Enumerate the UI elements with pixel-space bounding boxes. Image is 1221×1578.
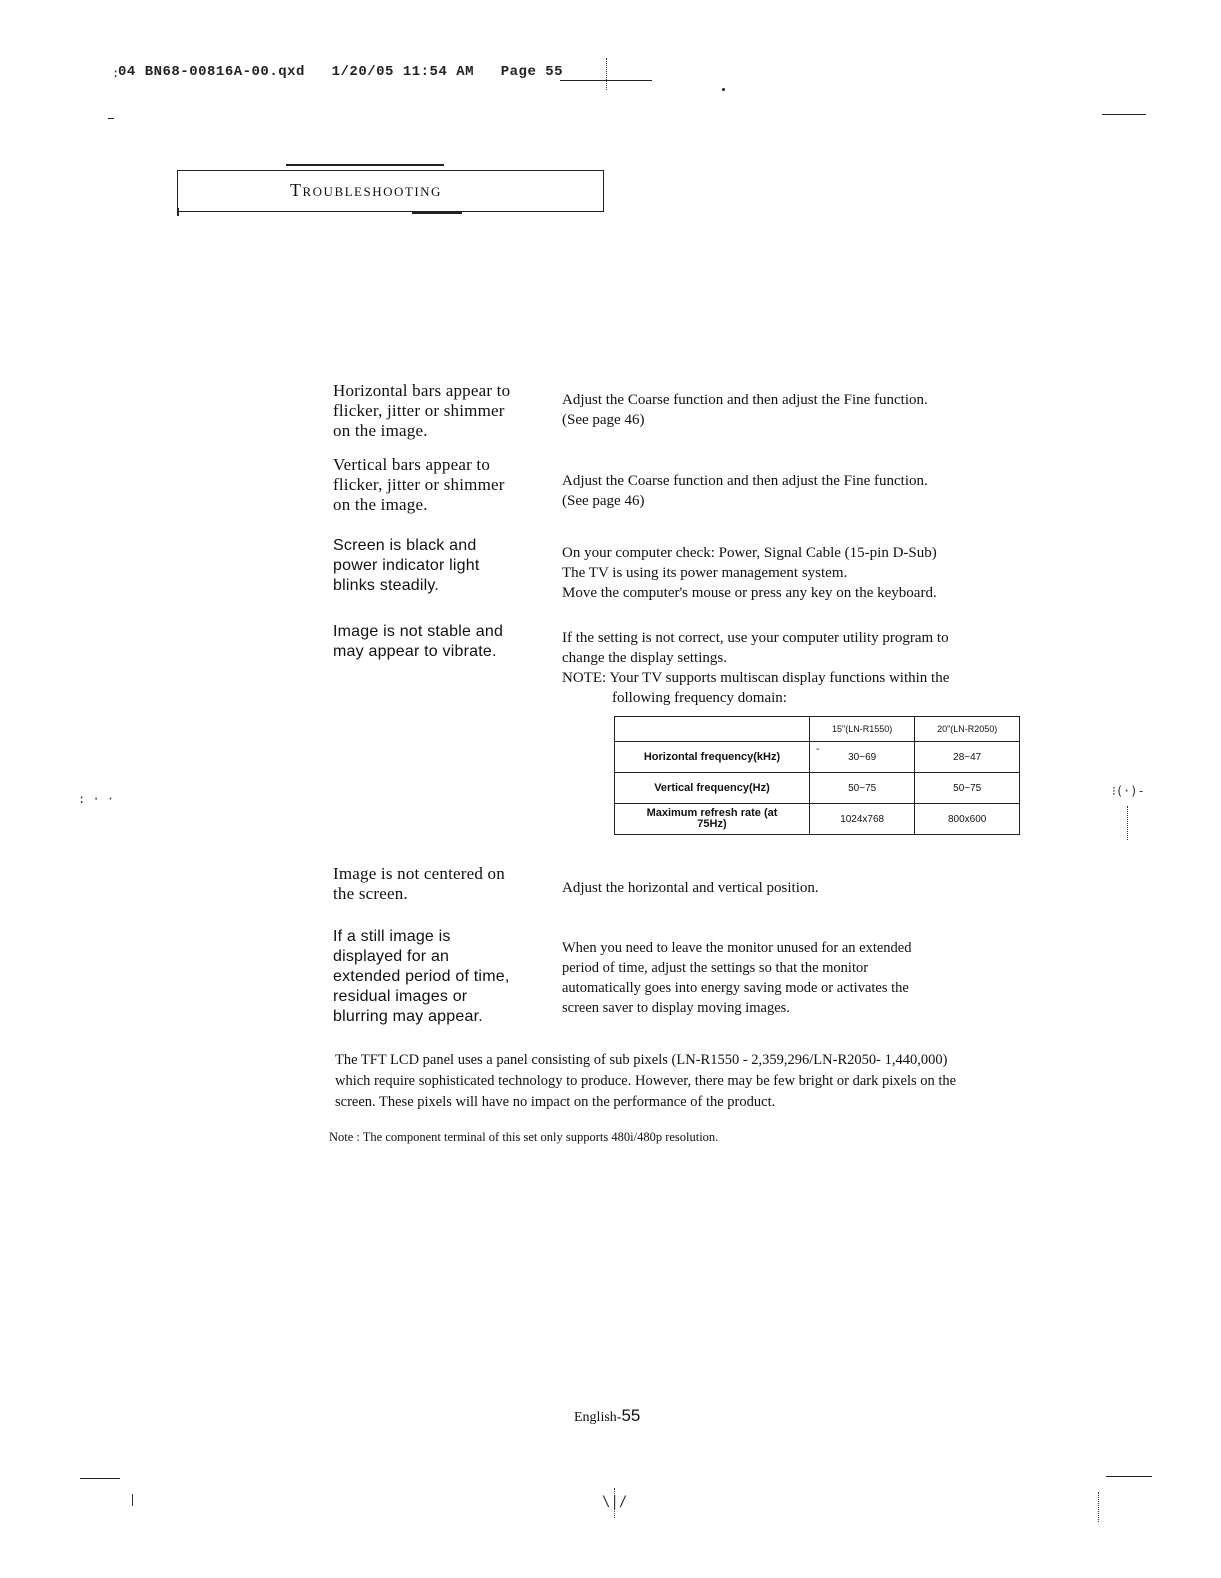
- table-cell-value: 30~69: [848, 751, 877, 763]
- header-bottom-rule: [412, 212, 462, 214]
- solution-line: Move the computer's mouse or press any key on the keyboard.: [562, 585, 937, 601]
- table-row: [615, 773, 1020, 804]
- problem-line: Image is not centered on: [333, 864, 505, 883]
- table-row-label: Horizontal frequency(kHz): [615, 742, 810, 773]
- problem-line: Horizontal bars appear to: [333, 381, 511, 400]
- solution-line: (See page 46): [562, 412, 645, 428]
- solution-line: When you need to leave the monitor unused for an extended: [562, 940, 912, 956]
- table-row-label: Maximum refresh rate (at 75Hz): [615, 804, 810, 835]
- page-number: [574, 1406, 640, 1426]
- note-line: which require sophisticated technology to produce. However, there may be few bright or dark pixels on the: [335, 1073, 957, 1089]
- solution-line: (See page 46): [562, 493, 645, 509]
- crop-mark-bottom-right: [1106, 1476, 1152, 1477]
- print-slug: 04 BN68-00816A-00.qxd 1/20/05 11:54 AM Page 55: [118, 64, 564, 80]
- page-number-value: 55: [621, 1406, 641, 1425]
- solution-line: Adjust the Coarse function and then adjust the Fine function.: [562, 473, 928, 489]
- problem-not-centered: [333, 864, 533, 904]
- crop-mark-top-right: [1102, 114, 1146, 115]
- registration-mark-right: ⁝(·)-: [1112, 784, 1145, 798]
- header-left-stub: [177, 208, 179, 216]
- crop-tick-bottom-right: [1098, 1492, 1100, 1522]
- problem-image-unstable: [333, 622, 533, 662]
- solution-horizontal-bars: [562, 390, 1022, 430]
- solution-line: screen saver to display moving images.: [562, 1000, 790, 1016]
- problem-line: displayed for an: [333, 948, 450, 965]
- table-row-label: Vertical frequency(Hz): [615, 773, 810, 804]
- table-column-header: 15"(LN-R1550): [809, 717, 914, 742]
- problem-line: on the image.: [333, 495, 428, 514]
- problem-line: blinks steadily.: [333, 577, 440, 594]
- registration-mark-bottom: \|/: [602, 1494, 628, 1510]
- table-cell-marker: -: [815, 744, 820, 755]
- tft-lcd-note: [335, 1050, 1055, 1113]
- solution-line: automatically goes into energy saving mode or activates the: [562, 980, 909, 996]
- solution-line: On your computer check: Power, Signal Cable (15-pin D-Sub): [562, 545, 937, 561]
- problem-line: flicker, jitter or shimmer: [333, 475, 505, 494]
- solution-note-line: NOTE: Your TV supports multiscan display functions within the: [562, 670, 950, 686]
- problem-line: extended period of time,: [333, 968, 510, 985]
- frequency-table: [614, 716, 1020, 835]
- problem-line: power indicator light: [333, 557, 480, 574]
- problem-horizontal-bars: [333, 381, 533, 441]
- solution-residual-images: [562, 938, 1022, 1018]
- solution-line: Adjust the Coarse function and then adjust the Fine function.: [562, 392, 928, 408]
- problem-screen-black: [333, 536, 533, 596]
- problem-line: Image is not stable and: [333, 623, 504, 640]
- problem-line: on the image.: [333, 421, 428, 440]
- table-column-header: 20"(LN-R2050): [915, 717, 1020, 742]
- problem-line: may appear to vibrate.: [333, 643, 497, 660]
- solution-vertical-bars: [562, 471, 1022, 511]
- solution-line: Adjust the horizontal and vertical position.: [562, 880, 819, 896]
- crop-tick-bottom-left: [132, 1494, 133, 1506]
- problem-line: If a still image is: [333, 928, 451, 945]
- section-title: Troubleshooting: [290, 180, 442, 200]
- slug-tick: [606, 58, 608, 90]
- problem-line: Vertical bars appear to: [333, 455, 491, 474]
- solution-note-line: following frequency domain:: [612, 690, 787, 706]
- table-header-row: [615, 717, 1020, 742]
- table-cell: 50~75: [809, 773, 914, 804]
- crop-mark-top-left: [108, 118, 114, 119]
- component-terminal-note: Note : The component terminal of this set only supports 480i/480p resolution.: [329, 1130, 719, 1144]
- table-cell: [809, 742, 914, 773]
- problem-line: Screen is black and: [333, 537, 477, 554]
- problem-line: blurring may appear.: [333, 1008, 483, 1025]
- problem-line: residual images or: [333, 988, 468, 1005]
- section-header-box: [177, 170, 604, 212]
- solution-line: If the setting is not correct, use your computer utility program to: [562, 630, 949, 646]
- solution-line: period of time, adjust the settings so that the monitor: [562, 960, 869, 976]
- registration-tick-bottom: [614, 1488, 616, 1518]
- table-cell: 50~75: [915, 773, 1020, 804]
- crop-mark-bottom-left: [80, 1478, 120, 1479]
- table-corner-cell: [615, 717, 810, 742]
- solution-not-centered: [562, 878, 1022, 898]
- table-row: [615, 804, 1020, 835]
- problem-residual-images: [333, 927, 543, 1027]
- slug-mark: :: [112, 66, 120, 80]
- solution-line: change the display settings.: [562, 650, 727, 666]
- problem-line: the screen.: [333, 884, 408, 903]
- problem-line: flicker, jitter or shimmer: [333, 401, 505, 420]
- note-line: The TFT LCD panel uses a panel consisting of sub pixels (LN-R1550 - 2,359,296/LN-R2050- 1,440,000): [335, 1052, 948, 1068]
- header-top-rule: [286, 164, 444, 166]
- note-line: screen. These pixels will have no impact on the performance of the product.: [335, 1094, 776, 1110]
- page-number-prefix: English-: [574, 1410, 622, 1425]
- registration-mark-left: : · ·: [78, 792, 115, 806]
- table-row: [615, 742, 1020, 773]
- table-cell: 28~47: [915, 742, 1020, 773]
- problem-vertical-bars: [333, 455, 533, 515]
- solution-line: The TV is using its power management system.: [562, 565, 848, 581]
- stray-dot: [722, 88, 725, 91]
- solution-screen-black: [562, 543, 1022, 603]
- solution-image-unstable: [562, 628, 1022, 708]
- registration-tick-right: [1127, 806, 1129, 840]
- table-cell: 800x600: [915, 804, 1020, 835]
- table-cell: 1024x768: [809, 804, 914, 835]
